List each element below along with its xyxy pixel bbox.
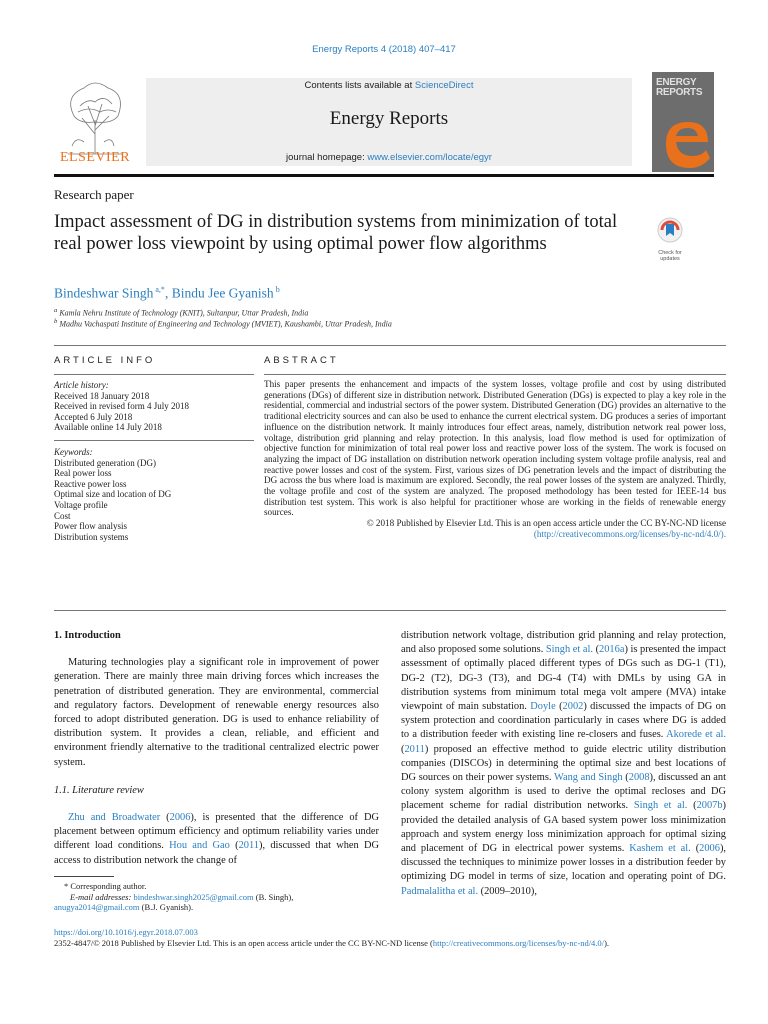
cover-e-graphic [652, 72, 714, 172]
citation-year-link[interactable]: 2006 [169, 812, 191, 824]
license-end: ). [604, 938, 610, 948]
paragraph-text: ) discussed the impacts of DG on system protection and coordination particularly in cases where DG is added to a distribution feeder with existing line re-closers and fuses. [401, 701, 726, 741]
paragraph-text: ), discussed the techniques to minimize power losses in a distribution feeder by optimizing DG model in terms of size, location and operating point of DG. [401, 843, 726, 883]
author-affiliation-mark: a,* [155, 285, 165, 294]
paragraph-text: ), discussed that when DG access to distribution network the change of [54, 840, 380, 866]
email-note [54, 892, 379, 903]
paragraph-text: ) proposed an effective method to guide electric utility distribution companies (DISCOs) in determining the optimal size and best locations of DG sources on their power systems. [401, 743, 726, 784]
doi-link[interactable]: https://doi.org/10.1016/j.egyr.2018.07.003 [54, 927, 198, 937]
literature-review-heading: 1.1. Literature review [54, 784, 144, 796]
page-footer [54, 927, 726, 949]
keyword: Distributed generation (DG) [54, 457, 156, 468]
contents-prefix: Contents lists available at [304, 80, 415, 91]
journal-homepage-line [146, 152, 632, 163]
citation-link[interactable]: Wang and Singh [554, 772, 623, 784]
masthead-rule [54, 174, 714, 177]
email-link[interactable]: bindeshwar.singh2025@gmail.com [133, 891, 254, 902]
check-for-updates-label: Check for updates [658, 250, 682, 262]
history-item: Received in revised form 4 July 2018 [54, 401, 189, 412]
header-rule [54, 345, 726, 346]
article-title: Impact assessment of DG in distribution systems from minimization of total real power loss viewpoint by using optimal power flow algorithms [54, 212, 618, 254]
corresponding-author-note [54, 881, 379, 892]
abstract-copyright [264, 518, 726, 539]
info-divider [54, 440, 254, 441]
email-link[interactable]: anugya2014@gmail.com [54, 902, 140, 912]
citation-link[interactable]: Zhu and Broadwater [68, 812, 161, 824]
abstract-body [264, 379, 726, 540]
abstract-rule [264, 374, 726, 375]
paragraph-text: ), is presented that the difference of DG placement between optimum efficiency and optimum reliability varies under different load conditions. [54, 812, 379, 852]
citation-year-link[interactable]: 2007b [696, 800, 723, 812]
author-name[interactable]: Bindu Jee Gyanish [171, 285, 274, 301]
elsevier-wordmark: ELSEVIER [59, 150, 131, 165]
keyword: Reactive power loss [54, 478, 127, 489]
keyword: Optimal size and location of DG [54, 489, 172, 500]
citation-year-link[interactable]: 2016a [599, 644, 625, 656]
keyword: Voltage profile [54, 499, 108, 510]
article-info-heading: ARTICLE INFO [54, 355, 156, 366]
keyword: Cost [54, 510, 71, 521]
citation-year-link[interactable]: 2002 [562, 701, 584, 713]
history-item: Received 18 January 2018 [54, 390, 150, 401]
paragraph-text: ), discussed an ant colony system algorithm is used to derive the optimal recloses and DG placement scheme for radial distribution networks. [401, 772, 726, 812]
article-info-rule [54, 374, 254, 375]
affiliation [54, 318, 392, 329]
author-separator: , [164, 285, 172, 301]
citation-year-link[interactable]: 2006 [699, 843, 720, 855]
journal-name: Energy Reports [329, 108, 449, 129]
citation-link[interactable]: Akorede et al. [666, 729, 726, 741]
email-owner: (B.J. Gyanish). [139, 902, 194, 912]
footnote-rule [54, 876, 114, 877]
citation-year-link[interactable]: 2011 [404, 743, 425, 755]
journal-homepage-link[interactable]: www.elsevier.com/locate/egyr [367, 152, 492, 163]
license-line [54, 938, 726, 949]
keyword-list [54, 447, 254, 542]
author-list [54, 285, 280, 302]
abstract-end-rule [54, 610, 726, 611]
journal-masthead [54, 72, 714, 172]
citation-link[interactable]: Hou and Gao [169, 840, 230, 852]
paragraph-text: distribution network voltage, distribution grid planning and relay protection, and also proposed some solutions. [401, 630, 726, 656]
literature-paragraph-continued: distribution network voltage, distribution grid planning and relay protection, and also proposed some solutions. Singh et al. (2016a) is presented the impact assessment of optimally placed different types of DGs such as DG-1 (T1), DG-2 (T2), DG-3 (T3), and DG-4 (T4) with DMLs by using GA in distribution systems from minimum total mega volt ampere (MVA) intake viewpoint of main substation. Doyle (2002) discussed the impacts of DG on system protection and coordination particularly in cases where DG is added to a distribution feeder with existing line re-closers and fuses. Akorede et al. (2011) proposed an effective method to guide electric utility distribution companies (DISCOs) in determining the optimal size and best locations of DG sources on their power systems. Wang and Singh (2008), discussed an ant colony system algorithm is used to derive the optimal recloses and DG placement scheme for radial distribution networks. Singh et al. (2007b) provided the detailed analysis of GA based system power loss minimization approach and system energy loss minimization approach for optimal sizing and placement of DG in electrical power systems. Kashem et al. (2006), discussed the techniques to minimize power losses in a distribution feeder by optimizing DG model in terms of size, location and operating point of DG. Padmalalitha et al. (2009–2010), [401, 630, 727, 897]
citation-link[interactable]: Kashem et al. [629, 843, 691, 855]
literature-paragraph: Zhu and Broadwater (2006), is presented that the difference of DG placement between optimum efficiency and optimum reliability varies under different load conditions. Hou and Gao (2011), discussed that when DG access to distribution network the change of [54, 812, 380, 866]
history-item: Accepted 6 July 2018 [54, 411, 133, 422]
footnotes [54, 881, 379, 913]
body-column-left [54, 629, 379, 868]
keyword: Power flow analysis [54, 521, 127, 532]
citation-link[interactable]: Padmalalitha et al. [401, 885, 479, 897]
keywords-label: Keywords: [54, 447, 93, 457]
license-footer-link[interactable]: http://creativecommons.org/licenses/by-nc-nd/4.0/ [432, 938, 605, 948]
article-type: Research paper [54, 187, 134, 202]
introduction-heading: 1. Introduction [54, 630, 121, 641]
contents-line [146, 80, 632, 91]
paragraph-text: ) is presented the impact assessment of optimally placed different types of DGs such as DG-1 (T1), DG-2 (T2), DG-3 (T3), and DG-4 (T4) with DMLs by using GA in distribution systems from minimum total mega volt ampere (MVA) intake viewpoint of main substation. [401, 644, 727, 713]
history-label: Article history: [54, 380, 109, 390]
citation-link[interactable]: Singh et al. [545, 644, 593, 656]
copyright-line: © 2018 Published by Elsevier Ltd. This is an open access article under the CC BY-NC-ND license [366, 518, 726, 529]
keyword: Real power loss [54, 468, 112, 479]
citation-link[interactable]: Doyle [530, 701, 556, 713]
asterisk-mark: * [64, 881, 71, 891]
paragraph-text: (2009–2010), [478, 885, 537, 897]
email-note-continued [54, 902, 379, 913]
abstract-heading: ABSTRACT [264, 355, 339, 366]
sciencedirect-link[interactable]: ScienceDirect [414, 80, 474, 91]
crossmark-icon [652, 215, 688, 245]
affiliation [54, 307, 308, 318]
cover-title: ENERGY REPORTS [656, 77, 703, 98]
affiliation-mark: b [54, 318, 58, 325]
journal-cover-thumbnail[interactable] [652, 72, 714, 172]
paragraph-text: ) provided the detailed analysis of GA based system power loss minimization approach and system energy loss minimization approach for optimal sizing and placement of DG in electrical power systems. [401, 800, 727, 855]
affiliation-mark: a [54, 307, 58, 314]
history-item: Available online 14 July 2018 [54, 422, 162, 433]
homepage-prefix: journal homepage: [286, 152, 368, 163]
journal-citation[interactable]: Energy Reports 4 (2018) 407–417 [312, 44, 456, 55]
abstract-paragraph: This paper presents the enhancement and impacts of the system losses, voltage profile and cost by using distributed generations (DGs) of different size in distribution network. Distributed Generation (DGs) is expected to play a key role in the residential, commercial and industrial sectors of the power system. Distributed Generation (DG) provides an alternative to the traditional electricity sources and can also be used to enhance the current electrical system. DG produces a series of important influence on the distribution network. It mainly introduces four effect areas, namely, distribution network real power loss, voltage, distribution grid planning and relay protection. In this analysis, load flow method is used for optimization of objective function for minimization of total real power loss and reactive power loss of the system. The work is focused on analyzing the impact of DG installation on distribution network operation including system voltage profile analysis, real and reactive power losses and cost of the system. First, various sizes of DG penetration levels and the impact of distributing the DG across the bus where load is maximum are explored. Secondly, the real power losses of the system are analyzed. Thirdly, the voltage profile and cost of the system are analyzed. The proposed methodology has been tested for IEEE-14 bus distribution test system. This work is also helpful for practitioner whose are working in the fields of renewable energy sources. [264, 379, 726, 518]
author-affiliation-mark: b [275, 285, 280, 294]
corresponding-text: Corresponding author. [70, 881, 147, 891]
affiliation-text: Madhu Vachaspati Institute of Engineering and Technology (MVIET), Kaushambi, Uttar Pradesh, India [59, 319, 392, 329]
license-link[interactable]: (http://creativecommons.org/licenses/by-nc-nd/4.0/). [533, 528, 726, 539]
citation-year-link[interactable]: 2008 [628, 772, 650, 784]
email-label: E-mail addresses: [70, 891, 132, 902]
email-owner: (B. Singh), [253, 891, 294, 902]
body-column-right [401, 629, 726, 899]
keyword: Distribution systems [54, 531, 129, 542]
citation-link[interactable]: Singh et al. [633, 800, 688, 812]
license-text: 2352-4847/© 2018 Published by Elsevier Ltd. This is an open access article under the CC BY-NC-ND license ( [54, 938, 433, 948]
check-for-updates-badge[interactable] [652, 215, 688, 261]
citation-year-link[interactable]: 2011 [238, 840, 259, 852]
author-name[interactable]: Bindeshwar Singh [54, 285, 154, 301]
journal-banner [146, 78, 632, 166]
article-history [54, 380, 254, 433]
introduction-paragraph: Maturing technologies play a significant role in improvement of power generation. There are mainly three main driving forces which increases the penetration of distributed generation. They are environmental, commercial and regulatory factors. Development of renewable energy resources also forced to adopt distributed generation. DG is used to enhance reliability of distribution system. It provides a clean, reliable, and efficient and environment friendly alternative to the traditional centralized electric power system. [54, 657, 379, 768]
affiliation-text: Kamla Nehru Institute of Technology (KNIT), Sultanpur, Uttar Pradesh, India [59, 308, 309, 318]
